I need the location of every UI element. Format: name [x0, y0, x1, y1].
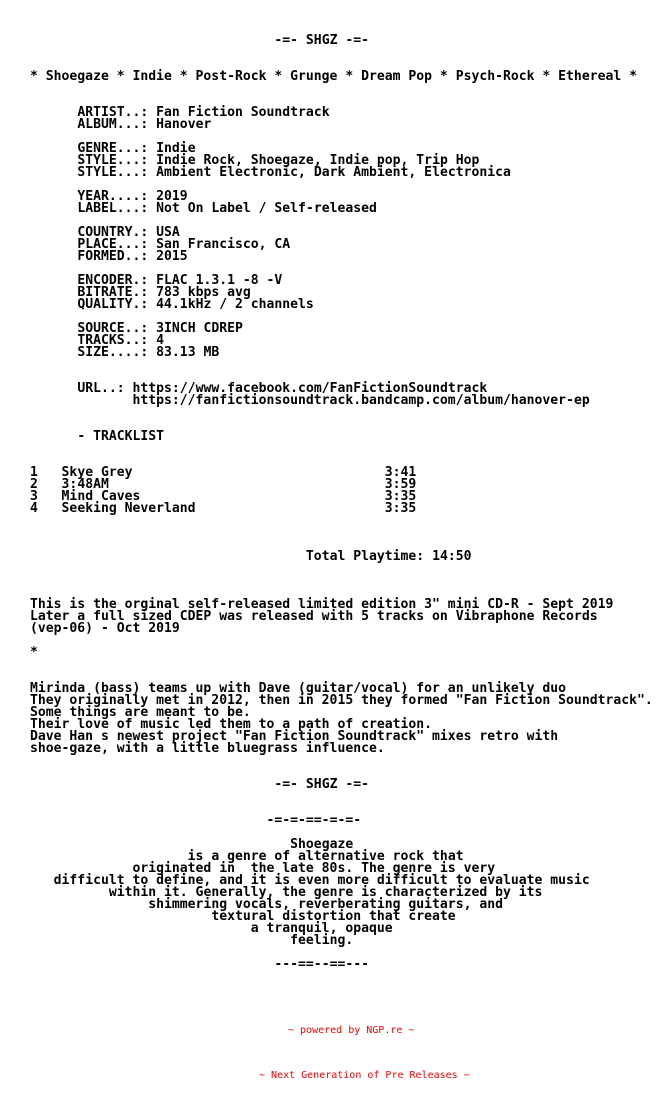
track-row-text: Skye Grey — [61, 465, 133, 480]
bio-line-text: Dave Han s newest project "Fan Fiction Soundtrack" mixes retro with — [30, 729, 559, 744]
shoegaze-info-line-text: within it. Generally, the genre is characterized by its — [108, 885, 543, 900]
total-playtime — [30, 551, 672, 563]
info-field — [30, 299, 672, 311]
track-row-text: 2 — [30, 477, 38, 492]
footer-powered-by: ~ powered by NGP.re ~ — [288, 1025, 415, 1036]
info-field-text: 4 — [156, 333, 165, 348]
tracklist-heading-text: - TRACKLIST — [77, 429, 165, 444]
info-field-text: LABEL...: — [77, 201, 149, 216]
release-note-line-text: This is the orginal self-released limited edition 3" mini CD-R - Sept 2019 — [30, 597, 614, 612]
info-field-text: 2019 — [156, 189, 188, 204]
bio-line-text: Mirinda (bass) teams up with Dave (guitar/vocal) for an unlikely duo — [30, 681, 567, 696]
shoegaze-info-line-text: is a genre of alternative rock that — [187, 849, 464, 864]
track-row-text: Mind Caves — [61, 489, 141, 504]
shoegaze-info-line-text: textural distortion that create — [211, 909, 456, 924]
info-field-text: ENCODER.: — [77, 273, 149, 288]
release-note-line — [30, 623, 672, 635]
star-separator — [30, 647, 672, 659]
track-row-text: 3 — [30, 489, 38, 504]
info-field-text: San Francisco, CA — [156, 237, 291, 252]
shoegaze-info-line-text: difficult to define, and it is even more difficult to evaluate music — [53, 873, 590, 888]
track-row-text: 3:48AM — [61, 477, 109, 492]
info-field-text: 3INCH CDREP — [156, 321, 243, 336]
url-line-text: https://www.facebook.com/FanFictionSoundtrack — [132, 381, 488, 396]
track-row-text: Seeking Neverland — [61, 501, 196, 516]
info-field-text: ARTIST..: — [77, 105, 149, 120]
divider — [30, 959, 672, 971]
info-field-text: Ambient Electronic, Dark Ambient, Electronica — [156, 165, 511, 180]
divider-text: -=-=-==-=-=- — [266, 813, 362, 828]
shoegaze-info-line-text: shimmering vocals, reverberating guitars, and — [148, 897, 503, 912]
url-line-text: https://fanfictionsoundtrack.bandcamp.com/album/hanover-ep — [132, 393, 590, 408]
info-field — [30, 347, 672, 359]
info-field — [30, 119, 672, 131]
track-row-text: 3:35 — [384, 501, 417, 516]
track-row — [30, 503, 672, 515]
release-banner-text: -=- SHGZ -=- — [274, 33, 369, 48]
info-field-text: Fan Fiction Soundtrack — [156, 105, 330, 120]
info-field-text: STYLE...: — [77, 165, 149, 180]
bio-line-text: shoe-gaze, with a little bluegrass influence. — [30, 741, 385, 756]
info-field — [30, 203, 672, 215]
bio-line-text: Some things are meant to be. — [30, 705, 251, 720]
info-field-text: USA — [156, 225, 180, 240]
track-row-text: 3:59 — [384, 477, 417, 492]
shoegaze-info-line-text: originated in the late 80s. The genre is very — [132, 861, 496, 876]
info-field-text: COUNTRY.: — [77, 225, 149, 240]
info-field-text: QUALITY.: — [77, 297, 149, 312]
info-field — [30, 251, 672, 263]
total-playtime-text: Total Playtime: — [305, 549, 425, 564]
track-row-text: 3:35 — [384, 489, 417, 504]
release-banner — [30, 35, 672, 47]
footer — [0, 993, 672, 1098]
tracklist-heading — [30, 431, 672, 443]
url-line — [30, 395, 672, 407]
bio-line-text: They originally met in 2012, then in 2015 they formed "Fan Fiction Soundtrack". — [30, 693, 653, 708]
shoegaze-info-line — [30, 935, 672, 947]
star-separator-text: * — [30, 645, 38, 660]
info-field-text: Indie Rock, Shoegaze, Indie pop, Trip Hop — [156, 153, 480, 168]
bio-line — [30, 743, 672, 755]
bio-line-text: Their love of music led them to a path of creation. — [30, 717, 433, 732]
release-note-line-text: Later a full sized CDEP was released with 5 tracks on Vibraphone Records — [30, 609, 598, 624]
info-field-text: Hanover — [156, 117, 212, 132]
shoegaze-info-line-text: feeling. — [290, 933, 354, 948]
info-field-text: 44.1kHz / 2 channels — [156, 297, 314, 312]
genre-tags-text: * Shoegaze * Indie * Post-Rock * Grunge * Dream Pop * Psych-Rock * Ethereal * — [30, 69, 637, 84]
info-field-text: SOURCE..: — [77, 321, 149, 336]
shoegaze-info-line-text: a tranquil, opaque — [250, 921, 393, 936]
info-field-text: 2015 — [156, 249, 188, 264]
info-field-text: Indie — [156, 141, 196, 156]
info-field-text: Not On Label / Self-released — [156, 201, 377, 216]
info-field-text: YEAR....: — [77, 189, 149, 204]
info-field-text: SIZE....: — [77, 345, 149, 360]
info-field-text: PLACE...: — [77, 237, 149, 252]
info-field-text: STYLE...: — [77, 153, 149, 168]
url-line-text: URL..: — [77, 381, 125, 396]
info-field-text: GENRE...: — [77, 141, 149, 156]
footer-tagline: ~ Next Generation of Pre Releases ~ — [259, 1070, 470, 1081]
shoegaze-info-line-text: Shoegaze — [290, 837, 354, 852]
info-field-text: FLAC 1.3.1 -8 -V — [156, 273, 283, 288]
track-row-text: 1 — [30, 465, 38, 480]
info-field-text: TRACKS..: — [77, 333, 149, 348]
genre-tags — [30, 71, 672, 83]
release-note-line-text: (vep-06) - Oct 2019 — [30, 621, 180, 636]
track-row-text: 4 — [30, 501, 38, 516]
release-banner-bottom — [30, 779, 672, 791]
release-banner-bottom-text: -=- SHGZ -=- — [274, 777, 369, 792]
divider — [30, 815, 672, 827]
total-playtime-text: 14:50 — [432, 549, 472, 564]
divider-text: ---==--==--- — [274, 957, 369, 972]
info-field-text: 783 kbps avg — [156, 285, 251, 300]
info-field-text: 83.13 MB — [156, 345, 220, 360]
info-field-text: FORMED..: — [77, 249, 149, 264]
info-field-text: BITRATE.: — [77, 285, 149, 300]
track-row-text: 3:41 — [384, 465, 417, 480]
info-field — [30, 167, 672, 179]
info-field-text: ALBUM...: — [77, 117, 149, 132]
